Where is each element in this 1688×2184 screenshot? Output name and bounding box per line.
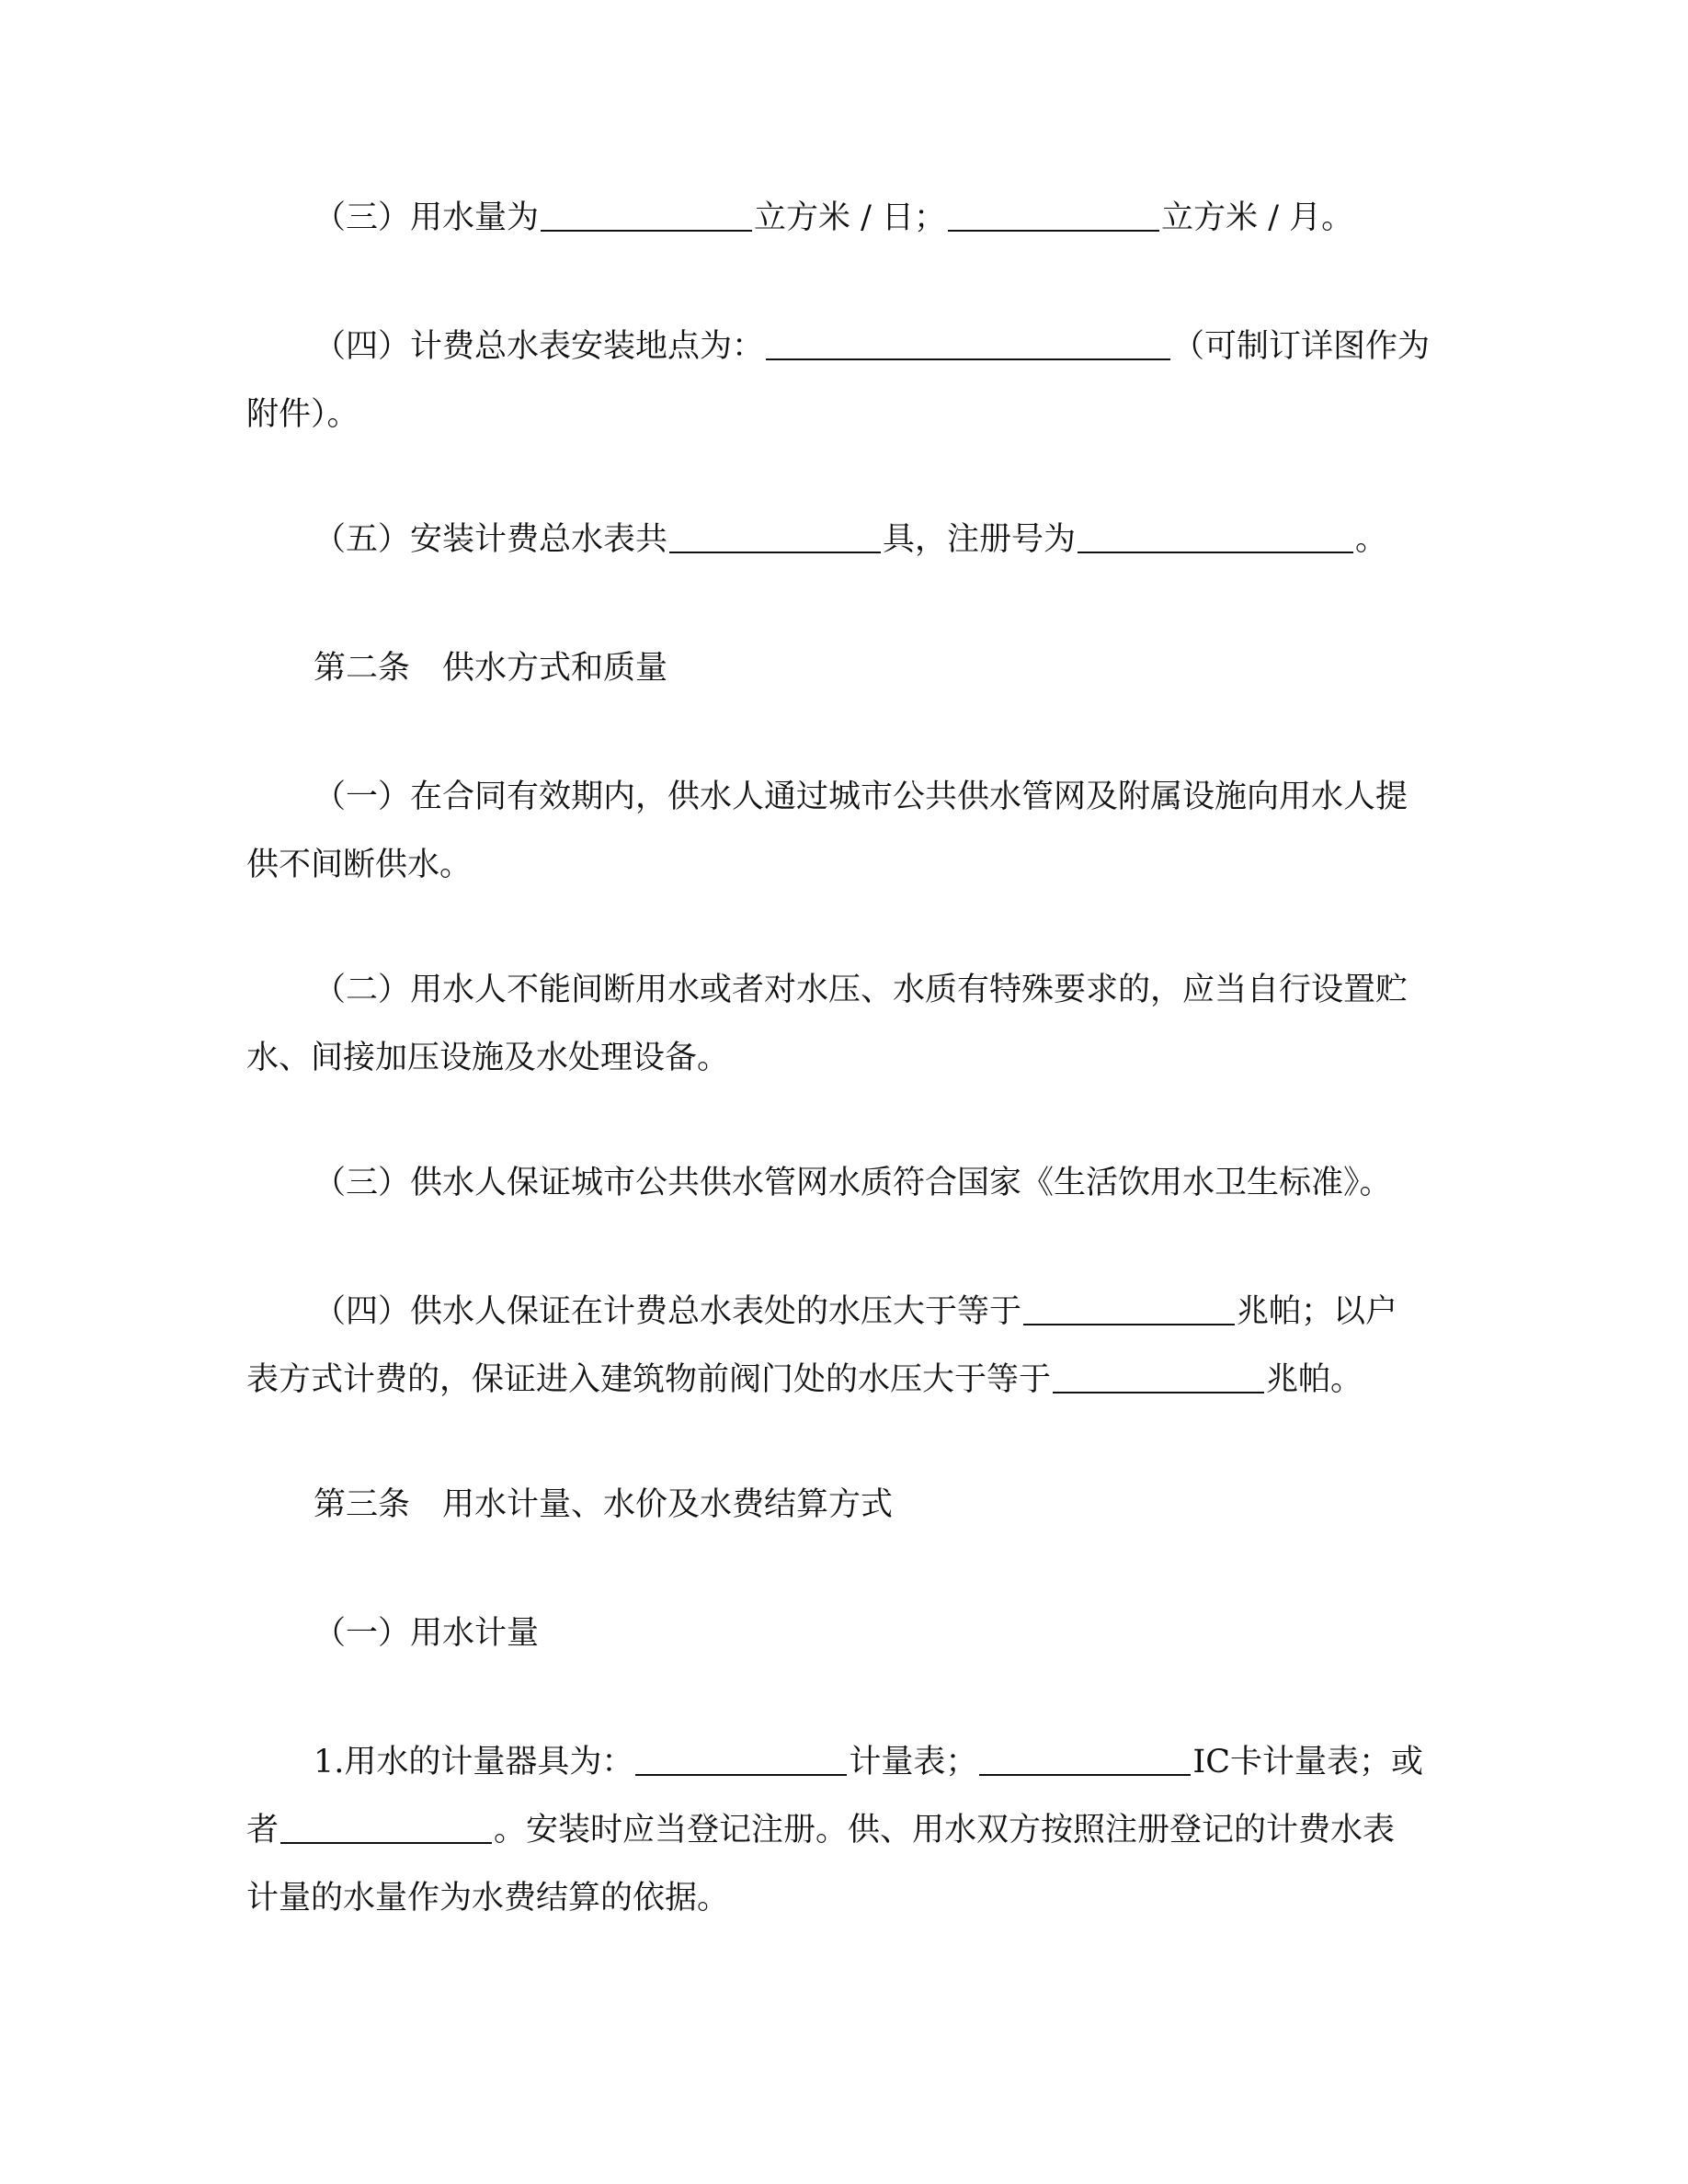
text: （五）安装计费总水表共 (314, 521, 668, 558)
article-two-heading (246, 634, 1442, 702)
text: 。 (1355, 521, 1388, 558)
text: 立方米 / 日； (754, 199, 947, 236)
article-three-heading (246, 1471, 1442, 1539)
clause-meter-count (246, 506, 1442, 574)
text: （二）用水人不能间断用水或者对水压、水质有特殊要求的，应当自行设置贮 (314, 972, 1409, 1008)
text: （一）用水计量 (314, 1615, 540, 1652)
blank-field[interactable] (1023, 1292, 1235, 1325)
text: IC卡计量表；或 (1192, 1744, 1424, 1780)
blank-field[interactable] (979, 1743, 1191, 1776)
heading: 第二条 供水方式和质量 (314, 650, 668, 687)
clause-water-volume (246, 184, 1442, 252)
clause-water-quality (246, 1149, 1442, 1217)
text: 附件）。 (246, 396, 359, 433)
text: 1.用水的计量器具为： (314, 1744, 634, 1780)
sub-heading-metering (246, 1599, 1442, 1667)
text: （四）计费总水表安装地点为： (314, 328, 765, 365)
heading: 第三条 用水计量、水价及水费结算方式 (314, 1486, 894, 1523)
blank-field[interactable] (669, 520, 881, 553)
text: （四）供水人保证在计费总水表处的水压大于等于 (314, 1293, 1022, 1330)
text: 具，注册号为 (883, 521, 1077, 558)
clause-meter-location (246, 313, 1442, 449)
blank-field[interactable] (1053, 1360, 1264, 1393)
text: 表方式计费的，保证进入建筑物前阀门处的水压大于等于 (246, 1361, 1052, 1398)
clause-continuous-supply (246, 763, 1442, 899)
clause-water-pressure (246, 1278, 1442, 1414)
text: 计量的水量作为水费结算的依据。 (246, 1880, 730, 1917)
blank-field[interactable] (1078, 520, 1353, 553)
text: 。安装时应当登记注册。供、用水双方按照注册登记的计费水表 (494, 1812, 1396, 1848)
text: （三）用水量为 (314, 199, 540, 236)
text: 水、间接加压设施及水处理设备。 (246, 1040, 730, 1076)
text: 供不间断供水。 (246, 847, 473, 883)
text: 计量表； (849, 1744, 978, 1780)
text: 立方米 / 月。 (1161, 199, 1354, 236)
blank-field[interactable] (280, 1811, 492, 1844)
blank-field[interactable] (541, 199, 752, 232)
text: （一）在合同有效期内，供水人通过城市公共供水管网及附属设施向用水人提 (314, 779, 1409, 815)
blank-field[interactable] (635, 1743, 847, 1776)
text: 兆帕。 (1266, 1361, 1363, 1398)
text: 兆帕；以户 (1237, 1293, 1398, 1330)
text: （三）供水人保证城市公共供水管网水质符合国家《生活饮用水卫生标准》。 (314, 1165, 1392, 1201)
clause-special-requirements (246, 956, 1442, 1092)
blank-field[interactable] (948, 199, 1159, 232)
text: （可制订详图作为 (1172, 328, 1431, 365)
clause-metering-devices (246, 1728, 1442, 1932)
blank-field[interactable] (766, 327, 1170, 360)
text: 者 (246, 1812, 279, 1848)
